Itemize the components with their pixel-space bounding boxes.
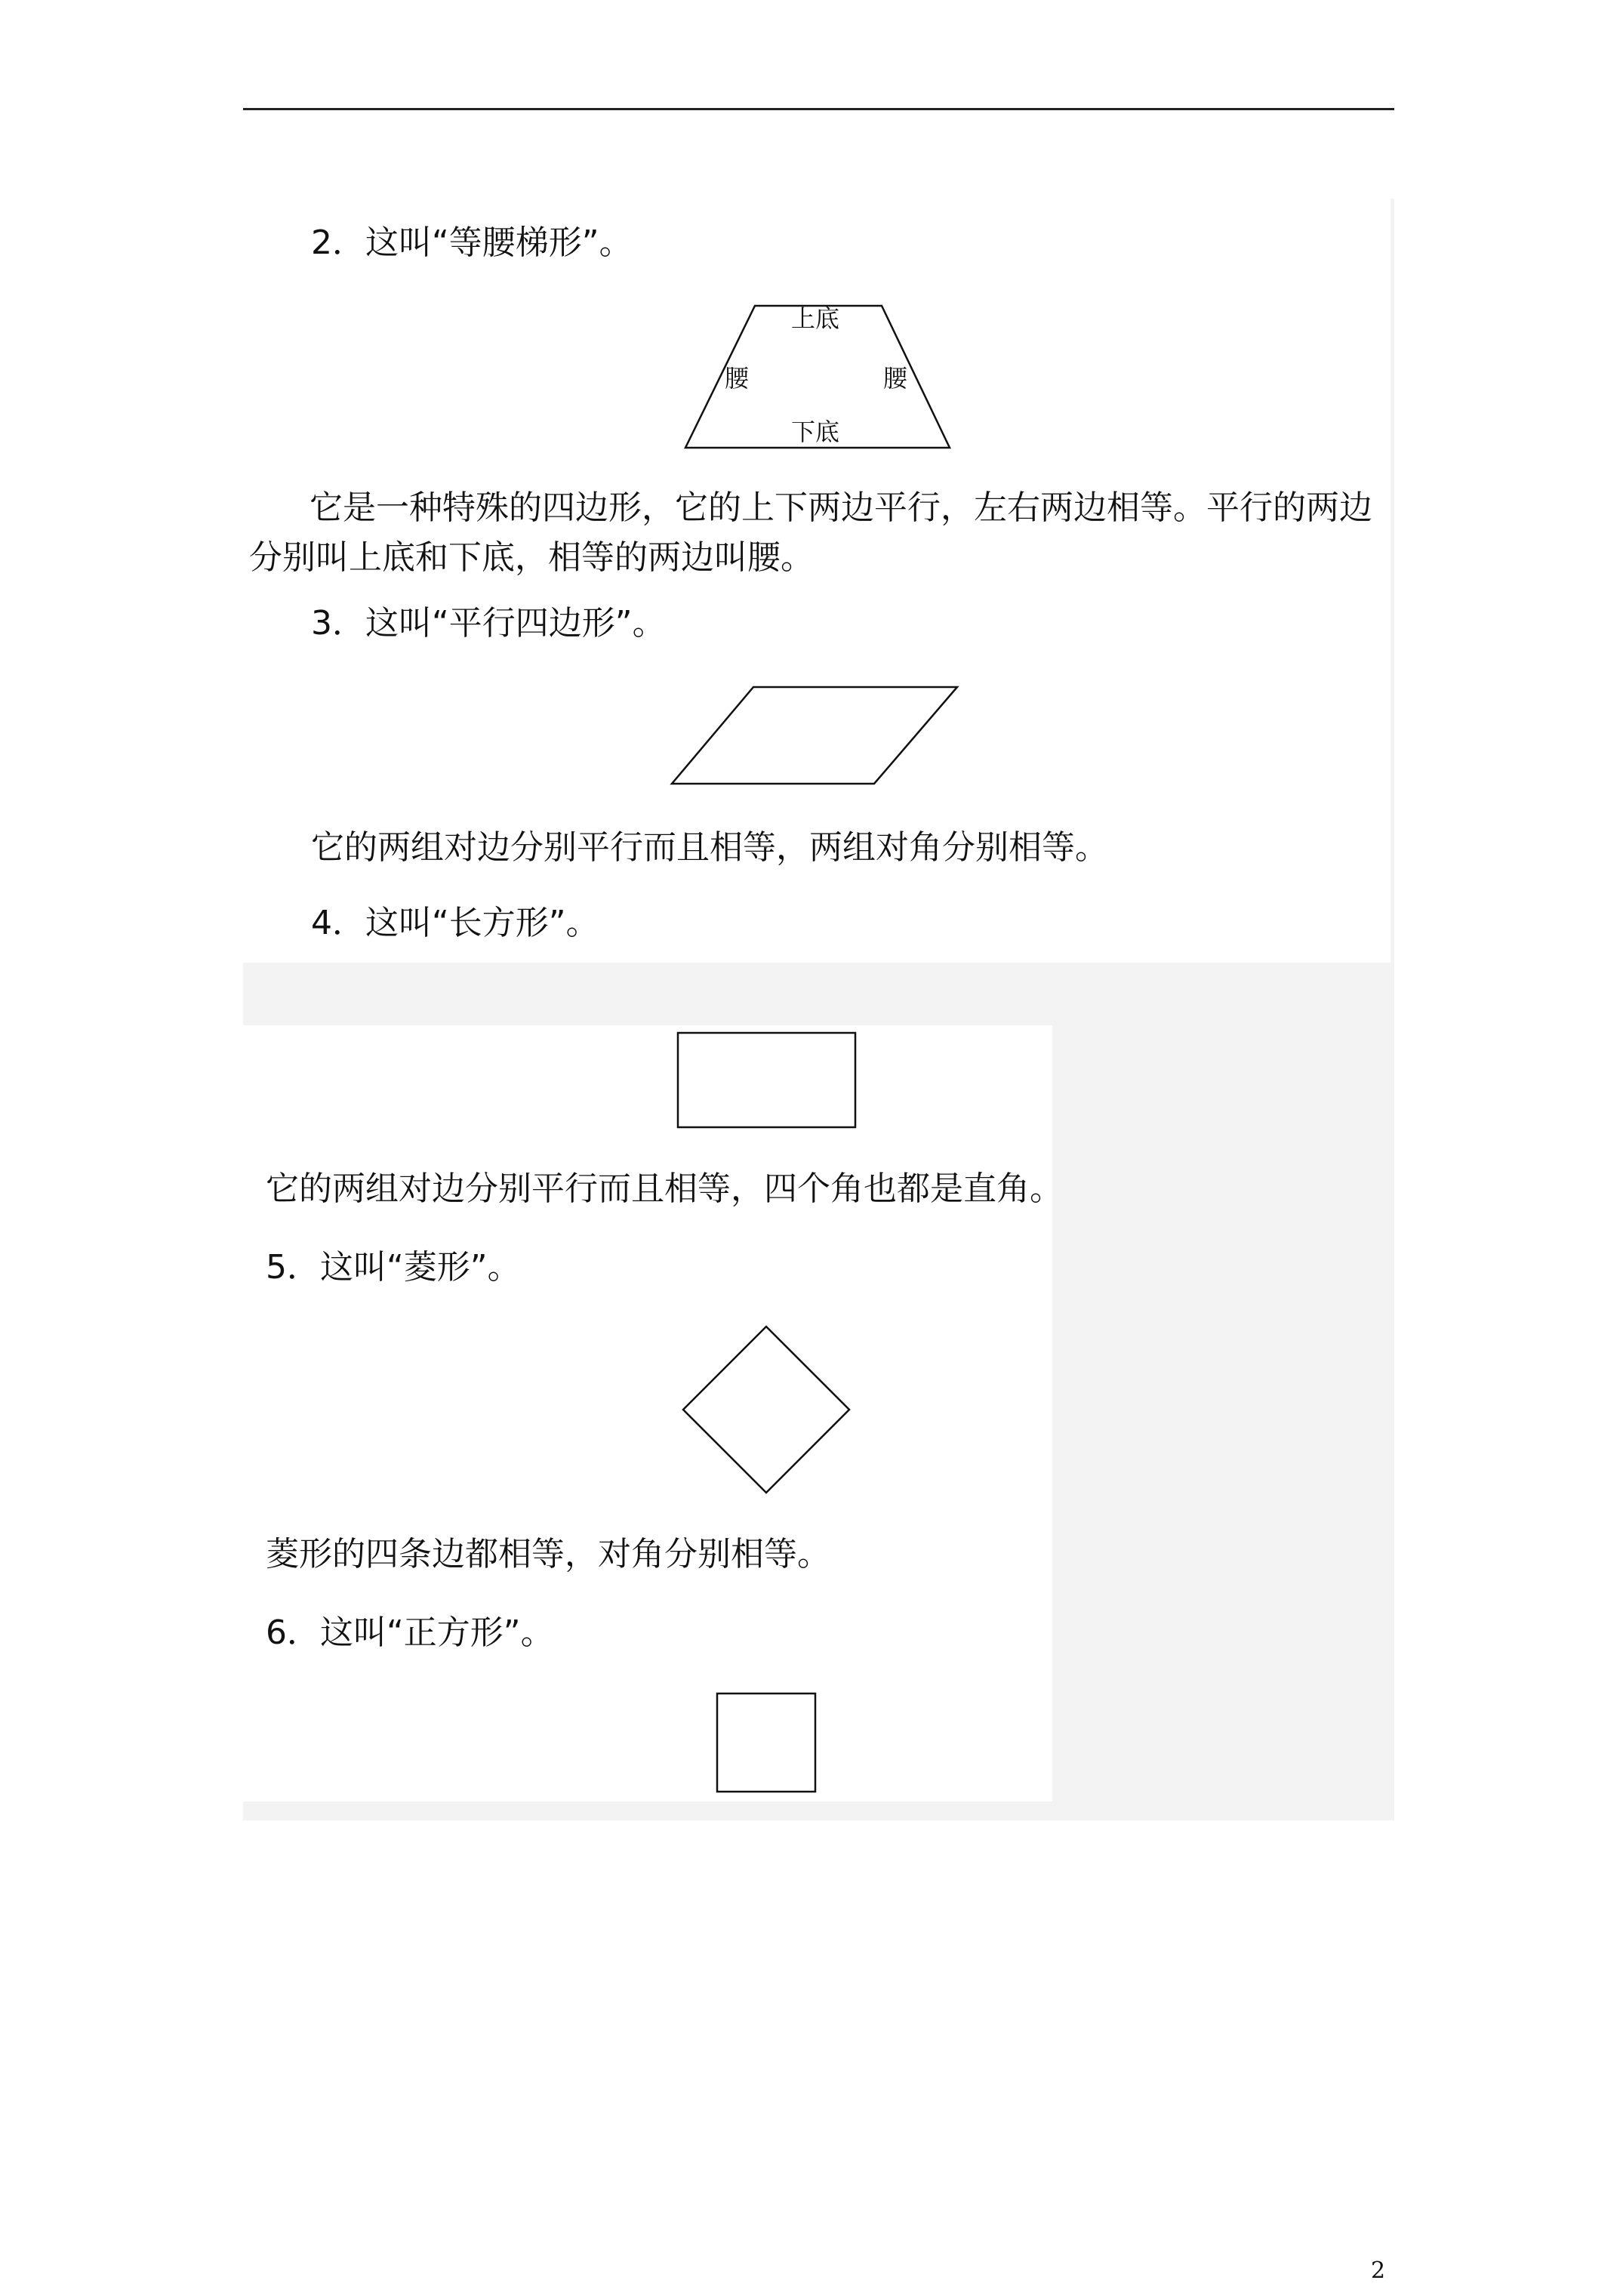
square-figure <box>715 1691 819 1795</box>
heading-rectangle: 4．这叫“长方形”。 <box>311 904 599 942</box>
heading-square: 6．这叫“正方形”。 <box>266 1613 554 1652</box>
label-right-leg: 腰 <box>882 364 908 393</box>
heading-isosceles-trapezoid: 2．这叫“等腰梯形”。 <box>311 223 633 262</box>
description-rectangle: 它的两组对边分别平行而且相等，四个角也都是直角。 <box>266 1170 1063 1208</box>
rectangle-figure <box>676 1031 861 1133</box>
description-parallelogram: 它的两组对边分别平行而且相等，两组对角分别相等。 <box>311 828 1108 867</box>
header-rule <box>243 108 1394 110</box>
heading-parallelogram: 3．这叫“平行四边形”。 <box>311 604 666 643</box>
description-isosceles-trapezoid: 它是一种特殊的四边形，它的上下两边平行，左右两边相等。平行的两边分别叫上底和下底，相等的两边叫腰。 <box>249 488 1372 577</box>
label-bottom-base: 下底 <box>790 418 840 446</box>
isosceles-trapezoid-figure <box>672 298 959 457</box>
page-number: 2 <box>1371 2257 1386 2284</box>
label-top-base: 上底 <box>790 304 840 333</box>
label-left-leg: 腰 <box>724 364 750 393</box>
page-region-bottom <box>243 1025 1052 1801</box>
rhombus-figure <box>679 1323 853 1496</box>
description-rhombus: 菱形的四条边都相等，对角分别相等。 <box>266 1535 830 1573</box>
heading-rhombus: 5．这叫“菱形”。 <box>266 1248 521 1287</box>
parallelogram-figure <box>664 680 966 793</box>
